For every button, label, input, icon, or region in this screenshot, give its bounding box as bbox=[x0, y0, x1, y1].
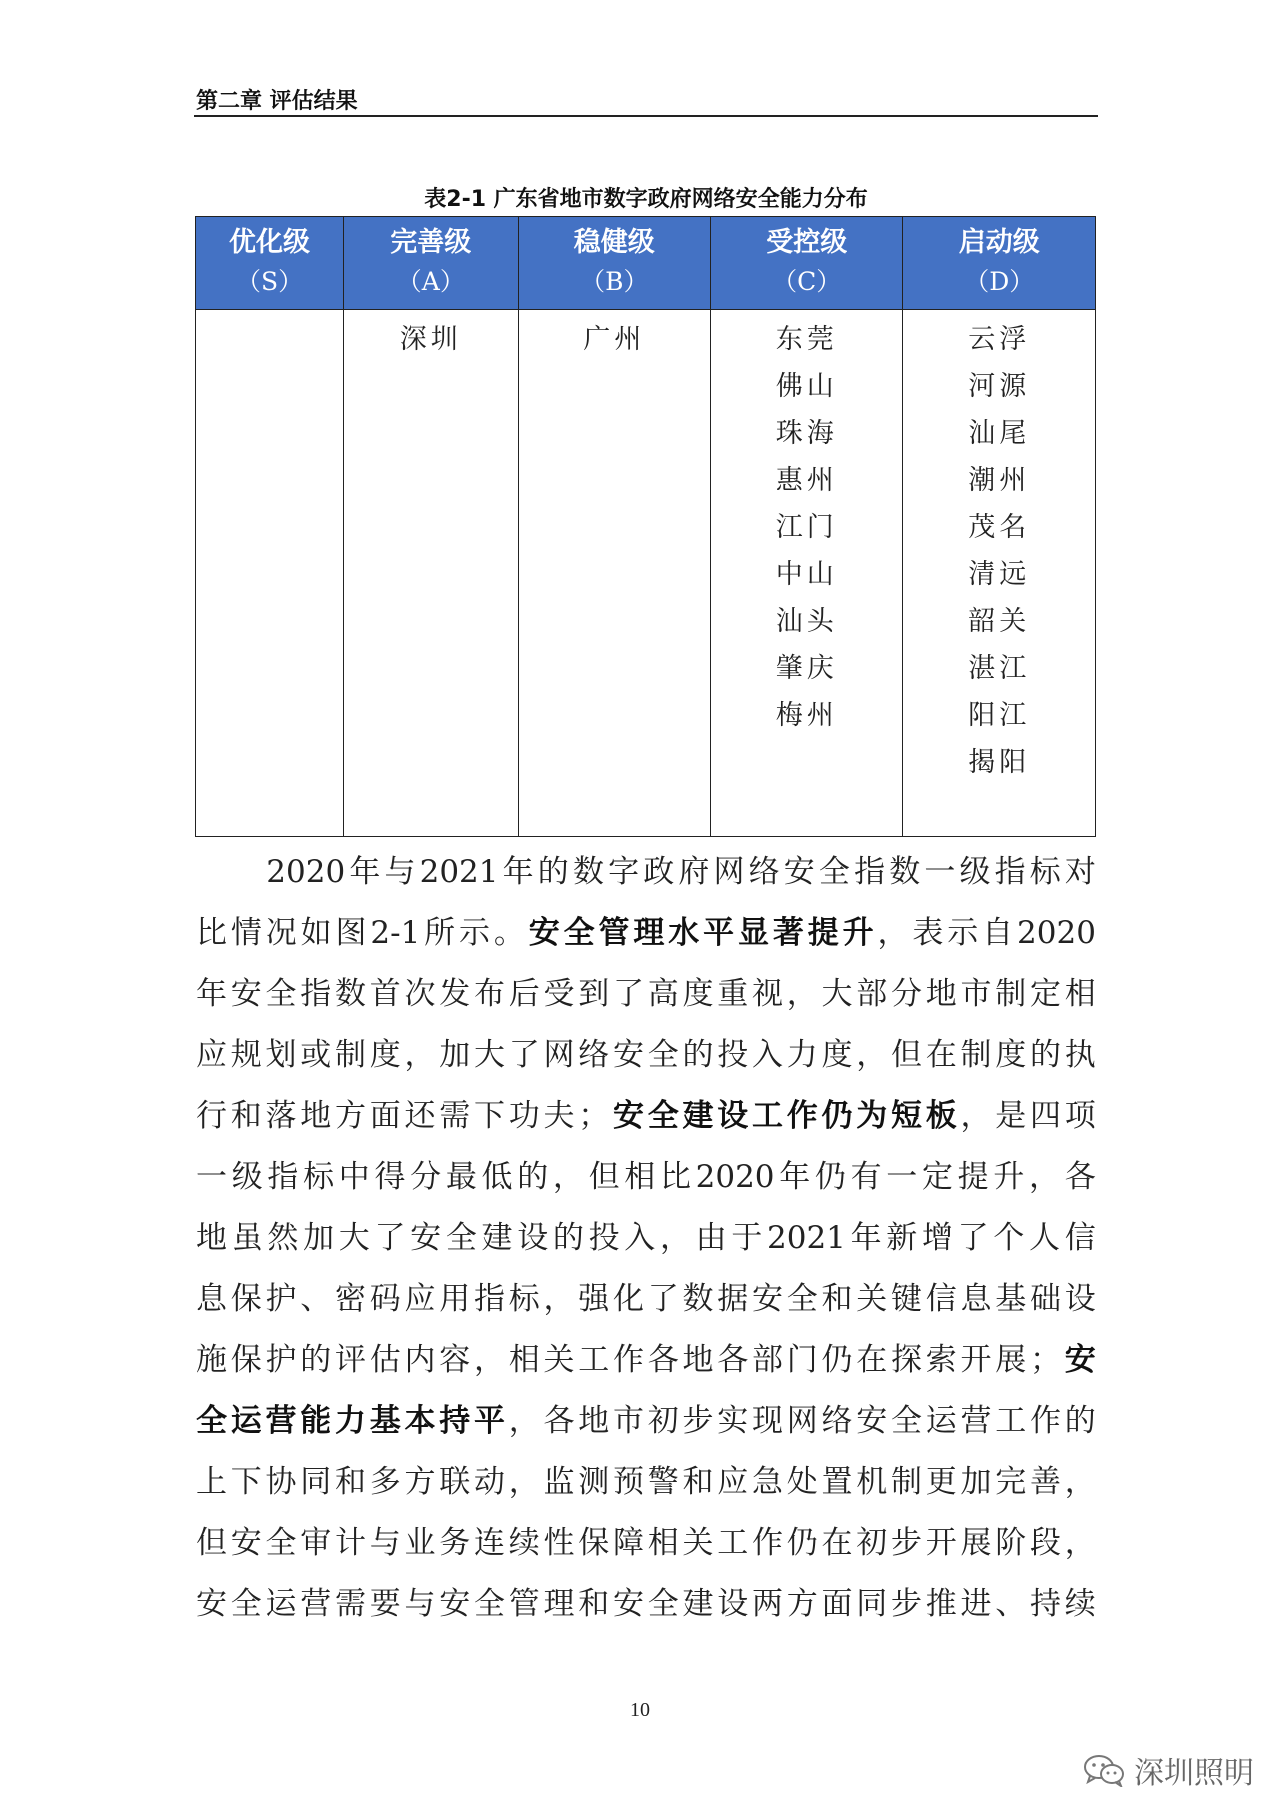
city-name: 中山 bbox=[775, 559, 838, 590]
column-header-a bbox=[344, 217, 519, 310]
paragraph-line: 一 级 指 标 中 得 分 最 低 的 ， 但 相 比 2020 年 仍 有 一 定 提 升 ， 各 bbox=[196, 1159, 1096, 1195]
paragraph-line: 息 保 护 、 密 码 应 用 指 标 ， 强 化 了 数 据 安 全 和 关 键 信 息 基 础 设 bbox=[196, 1281, 1096, 1317]
column-header-b bbox=[518, 217, 710, 310]
page-number: 10 bbox=[630, 1699, 650, 1721]
city-name: 佛山 bbox=[775, 371, 838, 402]
column-name: 稳健级 bbox=[573, 227, 655, 258]
city-name: 肇庆 bbox=[775, 653, 838, 684]
column-header-d bbox=[903, 217, 1096, 310]
paragraph-line: 地 虽 然 加 大 了 安 全 建 设 的 投 入 ， 由 于 2021 年 新 增 了 个 人 信 bbox=[196, 1220, 1096, 1256]
table-header-row bbox=[196, 217, 1096, 310]
column-code: （S） bbox=[235, 267, 304, 296]
cities-cell-d bbox=[903, 310, 1096, 837]
city-name: 深圳 bbox=[399, 324, 462, 355]
capability-distribution-table bbox=[195, 216, 1096, 837]
city-name: 阳江 bbox=[968, 700, 1031, 731]
paragraph-line: 上 下 协 同 和 多 方 联 动 ， 监 测 预 警 和 应 急 处 置 机 制 更 加 完 善 ， bbox=[196, 1464, 1096, 1500]
city-name: 清远 bbox=[968, 559, 1031, 590]
paragraph-line: 行 和 落 地 方 面 还 需 下 功 夫 ； 安 全 建 设 工 作 仍 为 短 板 ， 是 四 项 bbox=[196, 1098, 1096, 1134]
paragraph-line: 2020 年 与 2021 年 的 数 字 政 府 网 络 安 全 指 数 一 级 指 标 对 bbox=[266, 854, 1096, 890]
column-code: （C） bbox=[772, 267, 842, 296]
cities-cell-s bbox=[196, 310, 344, 837]
column-code: （B） bbox=[580, 267, 649, 296]
city-name: 东莞 bbox=[775, 324, 838, 355]
paragraph-line: 年 安 全 指 数 首 次 发 布 后 受 到 了 高 度 重 视 ， 大 部 分 地 市 制 定 相 bbox=[196, 976, 1096, 1012]
cities-cell-a bbox=[344, 310, 519, 837]
paragraph-line: 应 规 划 或 制 度 ， 加 大 了 网 络 安 全 的 投 入 力 度 ， 但 在 制 度 的 执 bbox=[196, 1037, 1096, 1073]
city-name: 惠州 bbox=[775, 465, 838, 496]
chapter-header: 第二章 评估结果 bbox=[196, 89, 358, 114]
body-paragraph bbox=[196, 842, 1096, 1635]
city-name: 云浮 bbox=[968, 324, 1031, 355]
column-name: 完善级 bbox=[390, 227, 472, 258]
cities-cell-c bbox=[711, 310, 903, 837]
column-code: （A） bbox=[396, 267, 465, 296]
watermark bbox=[1082, 1748, 1254, 1792]
city-name: 湛江 bbox=[968, 653, 1031, 684]
column-code: （D） bbox=[964, 267, 1035, 296]
city-name: 韶关 bbox=[968, 606, 1031, 637]
paragraph-line: 施 保 护 的 评 估 内 容 ， 相 关 工 作 各 地 各 部 门 仍 在 探 索 开 展 ； 安 bbox=[196, 1342, 1096, 1378]
city-name: 珠海 bbox=[775, 418, 838, 449]
paragraph-line: 安 全 运 营 需 要 与 安 全 管 理 和 安 全 建 设 两 方 面 同 步 推 进 、 持 续 bbox=[196, 1586, 1096, 1622]
paragraph-line: 但 安 全 审 计 与 业 务 连 续 性 保 障 相 关 工 作 仍 在 初 步 开 展 阶 段 ， bbox=[196, 1525, 1096, 1561]
city-name: 汕头 bbox=[775, 606, 838, 637]
column-name: 受控级 bbox=[766, 227, 848, 258]
city-name: 广州 bbox=[583, 324, 646, 355]
cities-cell-b bbox=[518, 310, 710, 837]
city-name: 潮州 bbox=[968, 465, 1031, 496]
city-name: 河源 bbox=[968, 371, 1031, 402]
column-header-s bbox=[196, 217, 344, 310]
city-name: 揭阳 bbox=[968, 747, 1031, 778]
paragraph-line: 全 运 营 能 力 基 本 持 平 ， 各 地 市 初 步 实 现 网 络 安 全 运 营 工 作 的 bbox=[196, 1403, 1096, 1439]
city-name: 江门 bbox=[775, 512, 838, 543]
city-name: 汕尾 bbox=[968, 418, 1031, 449]
column-name: 优化级 bbox=[229, 227, 311, 258]
table-caption: 表2-1 广东省地市数字政府网络安全能力分布 bbox=[424, 187, 868, 212]
table-body-row bbox=[196, 310, 1096, 837]
column-header-c bbox=[711, 217, 903, 310]
wechat-icon bbox=[1082, 1753, 1126, 1787]
paragraph-line: 比 情 况 如 图 2-1 所 示 。 安 全 管 理 水 平 显 著 提 升 ， 表 示 自 2020 bbox=[196, 915, 1096, 951]
header-divider bbox=[194, 115, 1098, 117]
city-name: 梅州 bbox=[775, 700, 838, 731]
watermark-text: 深圳照明 bbox=[1134, 1756, 1254, 1791]
column-name: 启动级 bbox=[958, 227, 1040, 258]
city-name: 茂名 bbox=[968, 512, 1031, 543]
